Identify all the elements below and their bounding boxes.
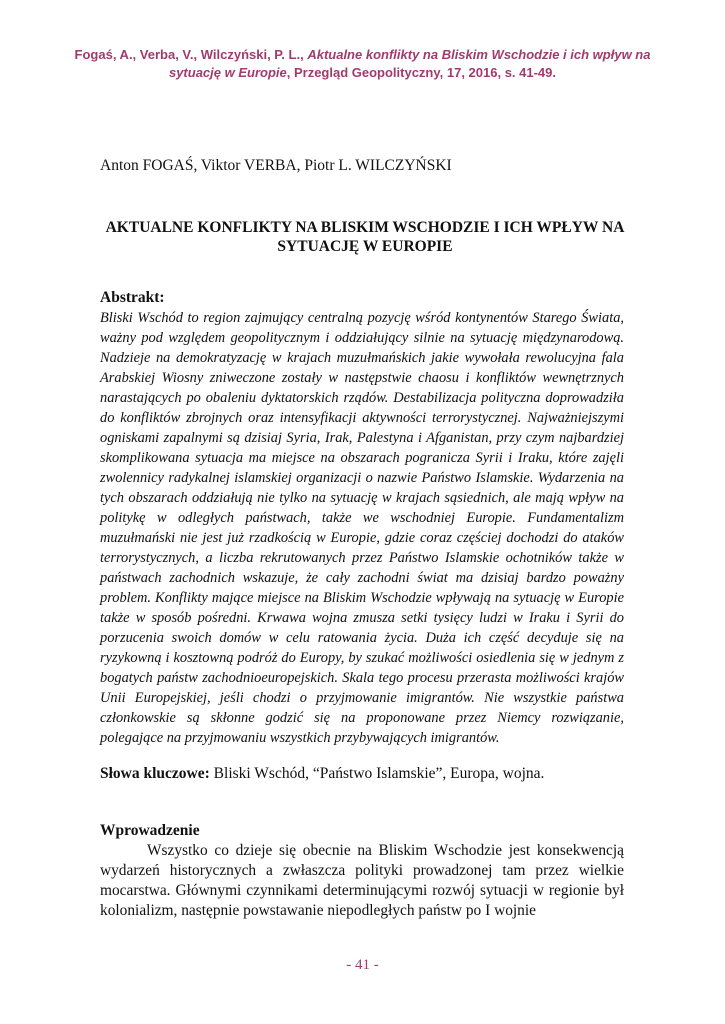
- keywords-line: [100, 765, 544, 783]
- keywords-label: Słowa kluczowe:: [100, 765, 210, 782]
- introduction-heading: Wprowadzenie: [100, 822, 200, 839]
- authors-line: Anton FOGAŚ, Viktor VERBA, Piotr L. WILCZYŃSKI: [100, 157, 452, 174]
- introduction-text: Wszystko co dzieje się obecnie na Bliskim Wschodzie jest konsekwencją wydarzeń historycznych a zwłaszcza polityki prowadzonej tam przez wielkie mocarstwa. Głównymi czynnikami determinującymi rozwój sytuacji w regionie był kolonializm, następnie powstawanie niepodległych państw po I wojnie: [100, 842, 624, 919]
- page-number: - 41 -: [346, 957, 379, 973]
- paper-title: AKTUALNE KONFLIKTY NA BLISKIM WSCHODZIE I ICH WPŁYW NA SYTUACJĘ W EUROPIE: [105, 219, 625, 255]
- abstract-text: Bliski Wschód to region zajmujący centralną pozycję wśród kontynentów Starego Świata, ważny pod względem geopolitycznym i oddziałujący silnie na sytuację międzynarodową. Nadzieje na demokratyzację w krajach muzułmańskich jakie wywołała rewolucyjna fala Arabskiej Wiosny zniweczone zostały w następstwie chaosu i konfliktów wewnętrznych narastających po obaleniu dyktatorskich rządów. Destabilizacja polityczna doprowadziła do konfliktów zbrojnych oraz intensyfikacji aktywności terrorystycznej. Najważniejszymi ogniskami zapalnymi są dzisiaj Syria, Irak, Palestyna i Afganistan, przy czym najbardziej skomplikowana sytuacja ma miejsce na obszarach pogranicza Syrii i Iraku, które zajęli zwolennicy radykalnej islamskiej organizacji o nazwie Państwo Islamskie. Wydarzenia na tych obszarach oddziałują nie tylko na sytuację w krajach sąsiednich, ale mają wpływ na politykę w odległych państwach, także we wschodniej Europie. Fundamentalizm muzułmański nie jest już rzadkością w Europie, gdzie coraz częściej dochodzi do ataków terrorystycznych, a liczba rekrutowanych przez Państwo Islamskie ochotników także w państwach zachodnich wskazuje, że cały zachodni świat ma dzisiaj bardzo poważny problem. Konflikty mające miejsce na Bliskim Wschodzie wpływają na sytuację w Europie także w sposób pośredni. Krwawa wojna zmusza setki tysięcy ludzi w Iraku i Syrii do porzucenia swoich domów w celu ratowania życia. Duża ich część decyduje się na ryzykowną i kosztowną podróż do Europy, by szukać możliwości osiedlenia się w jednym z bogatych państw zachodnioeuropejskich. Skala tego procesu przerasta możliwości krajów Unii Europejskiej, jeśli chodzi o przyjmowanie imigrantów. Nie wszystkie państwa członkowskie są skłonne godzić się na proponowane przez Niemcy rozwiązanie, polegające na przyjmowaniu wszystkich przybywających imigrantów.: [100, 310, 624, 746]
- citation-authors: Fogaś, A., Verba, V., Wilczyński, P. L.,: [74, 47, 304, 62]
- citation-header: [60, 46, 665, 82]
- citation-journal: , Przegląd Geopolityczny, 17, 2016, s. 41-49.: [286, 65, 557, 80]
- abstract-heading: Abstrakt:: [100, 289, 165, 306]
- keywords-text: Bliski Wschód, “Państwo Islamskie”, Europa, wojna.: [209, 765, 545, 782]
- citation-title: Aktualne konflikty na Bliskim Wschodzie i ich wpływ na sytuację w Europie: [168, 47, 651, 80]
